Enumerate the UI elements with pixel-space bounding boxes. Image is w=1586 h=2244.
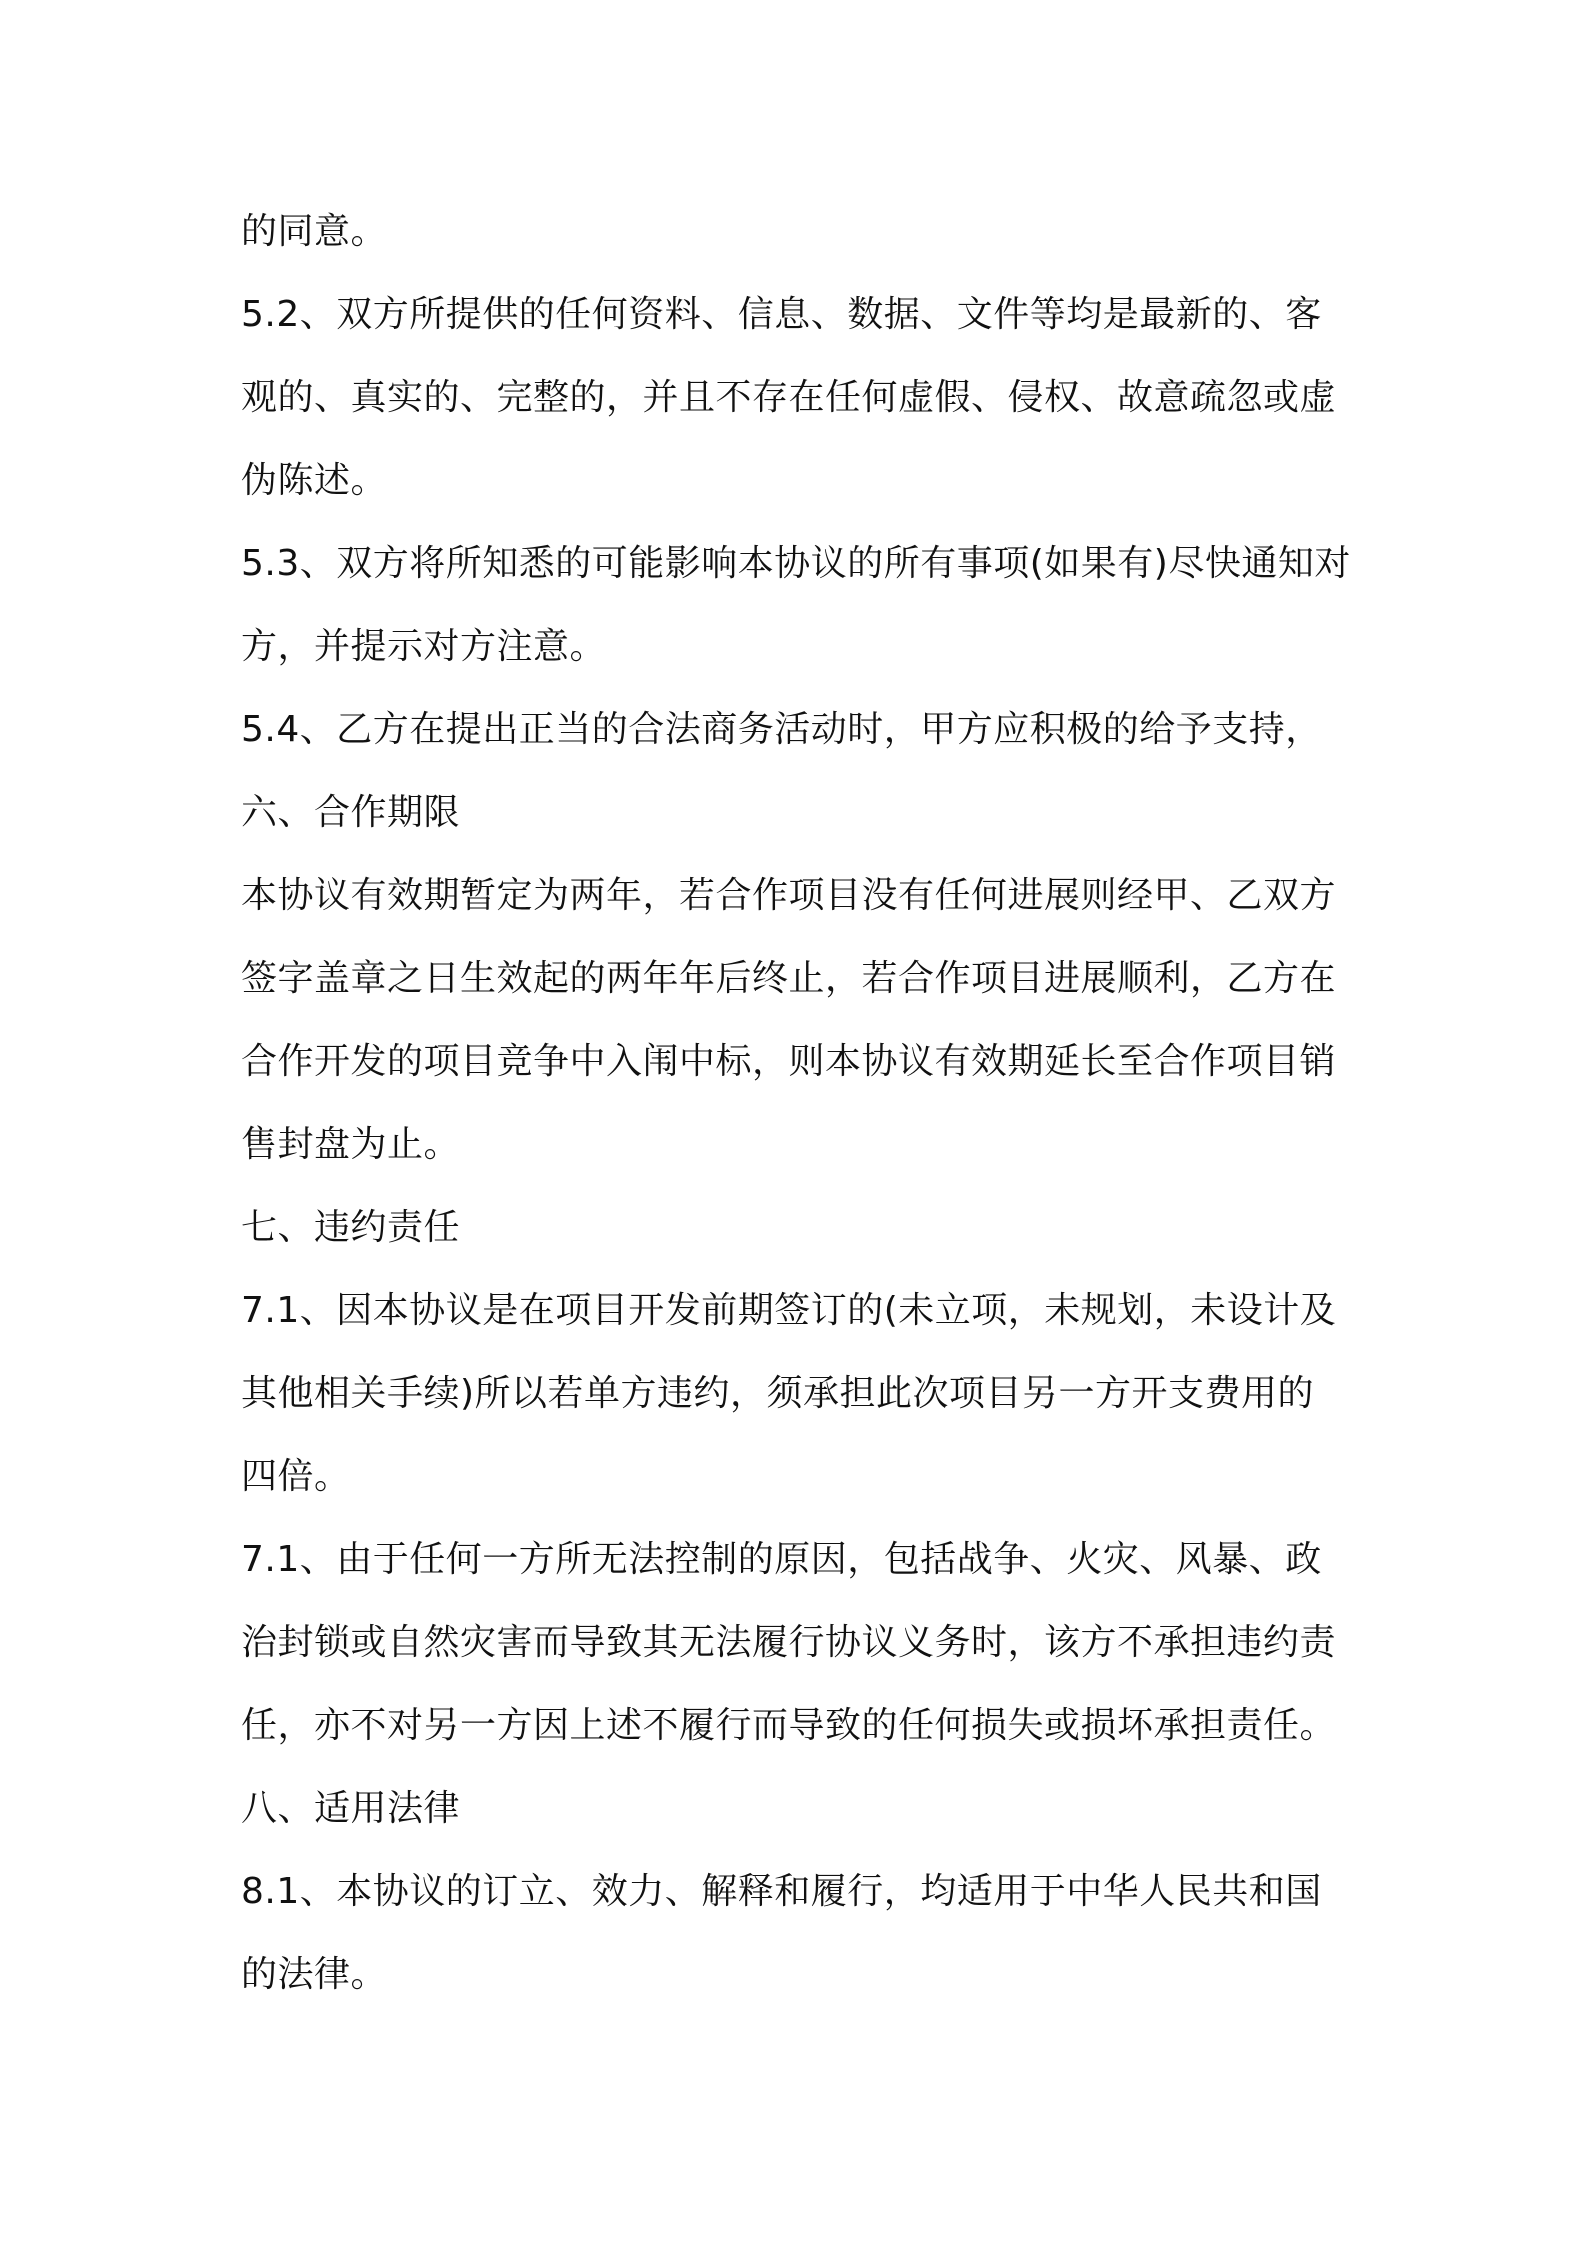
text-line-4: 伪陈述。 xyxy=(241,460,388,501)
text-line-3: 观的、真实的、完整的，并且不存在任何虚假、侵权、故意疏忽或虚 xyxy=(241,377,1337,418)
text-line-16: 四倍。 xyxy=(241,1456,351,1497)
text-line-15: 其他相关手续)所以若单方违约，须承担此次项目另一方开支费用的 xyxy=(241,1373,1315,1414)
text-line-12: 售封盘为止。 xyxy=(241,1124,461,1165)
text-line-9: 本协议有效期暂定为两年，若合作项目没有任何进展则经甲、乙双方 xyxy=(241,875,1337,916)
text-line-17: 7.1、由于任何一方所无法控制的原因，包括战争、火灾、风暴、政 xyxy=(241,1539,1322,1580)
text-line-21: 8.1、本协议的订立、效力、解释和履行，均适用于中华人民共和国 xyxy=(241,1871,1322,1912)
text-line-1: 的同意。 xyxy=(241,211,388,252)
text-line-14: 7.1、因本协议是在项目开发前期签订的(未立项，未规划，未设计及 xyxy=(241,1290,1337,1331)
section-heading-cooperation-period: 六、合作期限 xyxy=(241,792,461,833)
text-line-2: 5.2、双方所提供的任何资料、信息、数据、文件等均是最新的、客 xyxy=(241,294,1322,335)
text-line-6: 方，并提示对方注意。 xyxy=(241,626,607,667)
text-line-11: 合作开发的项目竞争中入闱中标，则本协议有效期延长至合作项目销 xyxy=(241,1041,1337,1082)
text-line-22: 的法律。 xyxy=(241,1954,388,1995)
text-line-18: 治封锁或自然灾害而导致其无法履行协议义务时，该方不承担违约责 xyxy=(241,1622,1337,1663)
text-line-10: 签字盖章之日生效起的两年年后终止，若合作项目进展顺利，乙方在 xyxy=(241,958,1337,999)
section-heading-applicable-law: 八、适用法律 xyxy=(241,1788,461,1829)
document-body xyxy=(241,190,1361,2016)
text-line-19: 任，亦不对另一方因上述不履行而导致的任何损失或损坏承担责任。 xyxy=(241,1705,1337,1746)
text-line-7: 5.4、乙方在提出正当的合法商务活动时，甲方应积极的给予支持， xyxy=(241,709,1322,750)
text-line-5: 5.3、双方将所知悉的可能影响本协议的所有事项(如果有)尽快通知对 xyxy=(241,543,1351,584)
section-heading-liability: 七、违约责任 xyxy=(241,1207,461,1248)
